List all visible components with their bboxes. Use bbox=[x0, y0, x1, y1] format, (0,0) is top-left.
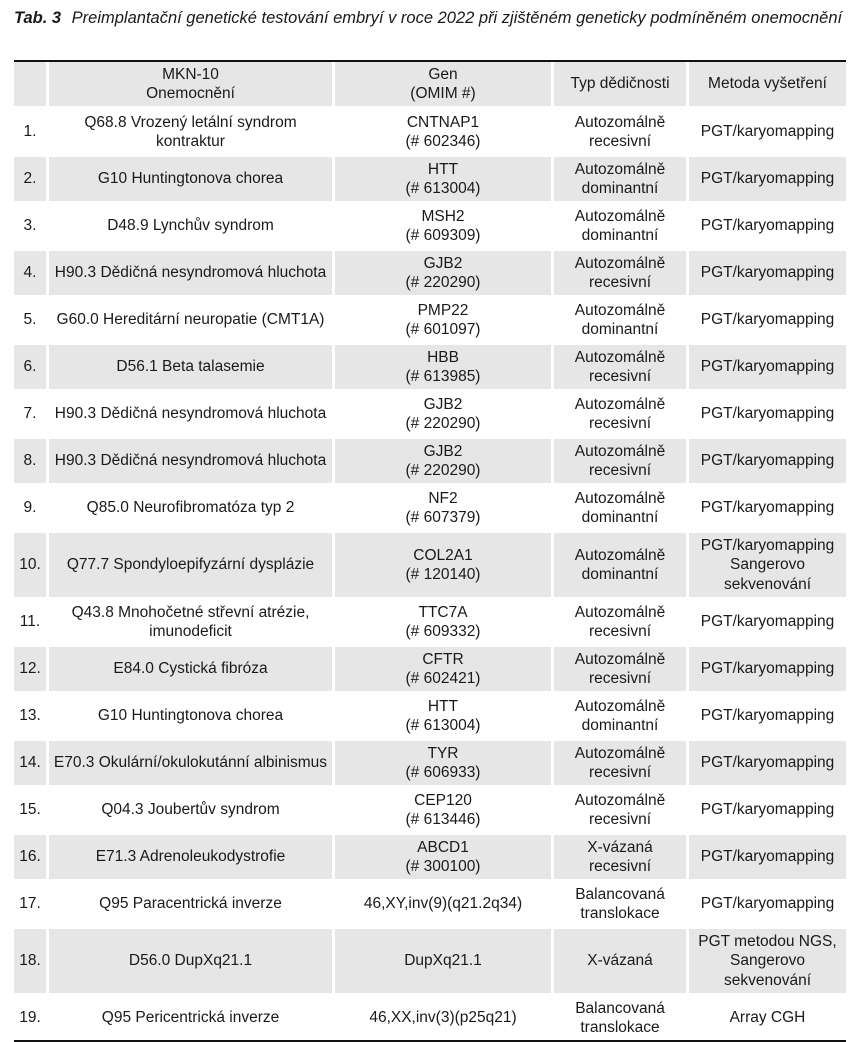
inheritance-cell: Autozomálně dominantní bbox=[551, 483, 686, 530]
inheritance-cell: Autozomálně dominantní bbox=[551, 295, 686, 342]
disease-cell: G60.0 Hereditární neuropatie (CMT1A) bbox=[46, 295, 332, 342]
method-cell: PGT/karyomapping bbox=[686, 644, 846, 691]
inheritance-cell: Autozomálně dominantní bbox=[551, 691, 686, 738]
inheritance-cell: X-vázaná recesivní bbox=[551, 832, 686, 879]
method-cell: PGT/karyomapping bbox=[686, 597, 846, 644]
table-row bbox=[14, 785, 846, 832]
gene-cell: 46,XX,inv(3)(p25q21) bbox=[332, 993, 551, 1040]
row-index: 11. bbox=[14, 597, 46, 644]
table-row bbox=[14, 248, 846, 295]
method-cell: PGT/karyomapping bbox=[686, 107, 846, 154]
row-index: 9. bbox=[14, 483, 46, 530]
inheritance-cell: Autozomálně dominantní bbox=[551, 530, 686, 597]
table-row bbox=[14, 993, 846, 1040]
gene-cell: TTC7A (# 609332) bbox=[332, 597, 551, 644]
disease-cell: E84.0 Cystická fibróza bbox=[46, 644, 332, 691]
gene-cell: COL2A1 (# 120140) bbox=[332, 530, 551, 597]
pgt-table bbox=[14, 62, 846, 1040]
method-cell: Array CGH bbox=[686, 993, 846, 1040]
row-index: 16. bbox=[14, 832, 46, 879]
row-index: 19. bbox=[14, 993, 46, 1040]
table-row bbox=[14, 926, 846, 993]
row-index: 1. bbox=[14, 107, 46, 154]
method-cell: PGT/karyomapping bbox=[686, 295, 846, 342]
gene-cell: TYR (# 606933) bbox=[332, 738, 551, 785]
table-row bbox=[14, 738, 846, 785]
gene-cell: CNTNAP1 (# 602346) bbox=[332, 107, 551, 154]
row-index: 8. bbox=[14, 436, 46, 483]
header-disease: MKN-10 Onemocnění bbox=[46, 62, 332, 107]
gene-cell: HTT (# 613004) bbox=[332, 691, 551, 738]
table-caption bbox=[14, 8, 846, 28]
row-index: 15. bbox=[14, 785, 46, 832]
gene-cell: ABCD1 (# 300100) bbox=[332, 832, 551, 879]
inheritance-cell: Autozomálně dominantní bbox=[551, 154, 686, 201]
inheritance-cell: Autozomálně recesivní bbox=[551, 107, 686, 154]
disease-cell: Q77.7 Spondyloepifyzární dysplázie bbox=[46, 530, 332, 597]
disease-cell: D48.9 Lynchův syndrom bbox=[46, 201, 332, 248]
gene-cell: MSH2 (# 609309) bbox=[332, 201, 551, 248]
row-index: 14. bbox=[14, 738, 46, 785]
gene-cell: GJB2 (# 220290) bbox=[332, 436, 551, 483]
row-index: 4. bbox=[14, 248, 46, 295]
row-index: 10. bbox=[14, 530, 46, 597]
header-gene: Gen (OMIM #) bbox=[332, 62, 551, 107]
method-cell: PGT/karyomapping Sangerovo sekvenování bbox=[686, 530, 846, 597]
method-cell: PGT/karyomapping bbox=[686, 691, 846, 738]
row-index: 2. bbox=[14, 154, 46, 201]
table-container bbox=[14, 60, 846, 1042]
gene-cell: GJB2 (# 220290) bbox=[332, 248, 551, 295]
gene-cell: PMP22 (# 601097) bbox=[332, 295, 551, 342]
disease-cell: G10 Huntingtonova chorea bbox=[46, 691, 332, 738]
row-index: 6. bbox=[14, 342, 46, 389]
gene-cell: CFTR (# 602421) bbox=[332, 644, 551, 691]
header-method: Metoda vyšetření bbox=[686, 62, 846, 107]
gene-cell: NF2 (# 607379) bbox=[332, 483, 551, 530]
method-cell: PGT/karyomapping bbox=[686, 832, 846, 879]
inheritance-cell: Autozomálně recesivní bbox=[551, 436, 686, 483]
table-row bbox=[14, 389, 846, 436]
disease-cell: Q95 Pericentrická inverze bbox=[46, 993, 332, 1040]
table-row bbox=[14, 295, 846, 342]
gene-cell: GJB2 (# 220290) bbox=[332, 389, 551, 436]
inheritance-cell: Balancovaná translokace bbox=[551, 993, 686, 1040]
table-row bbox=[14, 879, 846, 926]
inheritance-cell: Autozomálně recesivní bbox=[551, 785, 686, 832]
gene-cell: CEP120 (# 613446) bbox=[332, 785, 551, 832]
method-cell: PGT/karyomapping bbox=[686, 738, 846, 785]
method-cell: PGT metodou NGS, Sangerovo sekvenování bbox=[686, 926, 846, 993]
inheritance-cell: Autozomálně recesivní bbox=[551, 342, 686, 389]
disease-cell: E70.3 Okulární/okulokutánní albinismus bbox=[46, 738, 332, 785]
disease-cell: D56.1 Beta talasemie bbox=[46, 342, 332, 389]
table-row bbox=[14, 483, 846, 530]
inheritance-cell: Balancovaná translokace bbox=[551, 879, 686, 926]
header-inheritance: Typ dědičnosti bbox=[551, 62, 686, 107]
table-row bbox=[14, 436, 846, 483]
row-index: 12. bbox=[14, 644, 46, 691]
method-cell: PGT/karyomapping bbox=[686, 342, 846, 389]
inheritance-cell: Autozomálně dominantní bbox=[551, 201, 686, 248]
table-row bbox=[14, 342, 846, 389]
table-row bbox=[14, 107, 846, 154]
table-row bbox=[14, 201, 846, 248]
disease-cell: H90.3 Dědičná nesyndromová hluchota bbox=[46, 436, 332, 483]
method-cell: PGT/karyomapping bbox=[686, 879, 846, 926]
table-row bbox=[14, 644, 846, 691]
header-index bbox=[14, 62, 46, 107]
inheritance-cell: Autozomálně recesivní bbox=[551, 738, 686, 785]
gene-cell: HBB (# 613985) bbox=[332, 342, 551, 389]
disease-cell: G10 Huntingtonova chorea bbox=[46, 154, 332, 201]
row-index: 3. bbox=[14, 201, 46, 248]
table-row bbox=[14, 691, 846, 738]
inheritance-cell: Autozomálně recesivní bbox=[551, 389, 686, 436]
disease-cell: H90.3 Dědičná nesyndromová hluchota bbox=[46, 389, 332, 436]
row-index: 17. bbox=[14, 879, 46, 926]
disease-cell: E71.3 Adrenoleukodystrofie bbox=[46, 832, 332, 879]
table-number: Tab. 3 bbox=[14, 9, 62, 27]
inheritance-cell: Autozomálně recesivní bbox=[551, 597, 686, 644]
table-row bbox=[14, 530, 846, 597]
method-cell: PGT/karyomapping bbox=[686, 436, 846, 483]
inheritance-cell: Autozomálně recesivní bbox=[551, 248, 686, 295]
row-index: 7. bbox=[14, 389, 46, 436]
method-cell: PGT/karyomapping bbox=[686, 248, 846, 295]
header-row bbox=[14, 62, 846, 107]
inheritance-cell: X-vázaná bbox=[551, 926, 686, 993]
table-title: Preimplantační genetické testování embryí v roce 2022 při zjištěném geneticky podmíněném onemocnění bbox=[71, 9, 843, 27]
row-index: 18. bbox=[14, 926, 46, 993]
gene-cell: 46,XY,inv(9)(q21.2q34) bbox=[332, 879, 551, 926]
table-body bbox=[14, 107, 846, 1040]
disease-cell: Q85.0 Neurofibromatóza typ 2 bbox=[46, 483, 332, 530]
table-row bbox=[14, 597, 846, 644]
inheritance-cell: Autozomálně recesivní bbox=[551, 644, 686, 691]
method-cell: PGT/karyomapping bbox=[686, 389, 846, 436]
disease-cell: Q95 Paracentrická inverze bbox=[46, 879, 332, 926]
table-row bbox=[14, 154, 846, 201]
table-row bbox=[14, 832, 846, 879]
disease-cell: D56.0 DupXq21.1 bbox=[46, 926, 332, 993]
disease-cell: H90.3 Dědičná nesyndromová hluchota bbox=[46, 248, 332, 295]
disease-cell: Q04.3 Joubertův syndrom bbox=[46, 785, 332, 832]
disease-cell: Q68.8 Vrozený letální syndrom kontraktur bbox=[46, 107, 332, 154]
gene-cell: DupXq21.1 bbox=[332, 926, 551, 993]
method-cell: PGT/karyomapping bbox=[686, 785, 846, 832]
disease-cell: Q43.8 Mnohočetné střevní atrézie, imunodeficit bbox=[46, 597, 332, 644]
method-cell: PGT/karyomapping bbox=[686, 201, 846, 248]
gene-cell: HTT (# 613004) bbox=[332, 154, 551, 201]
row-index: 13. bbox=[14, 691, 46, 738]
row-index: 5. bbox=[14, 295, 46, 342]
method-cell: PGT/karyomapping bbox=[686, 154, 846, 201]
method-cell: PGT/karyomapping bbox=[686, 483, 846, 530]
